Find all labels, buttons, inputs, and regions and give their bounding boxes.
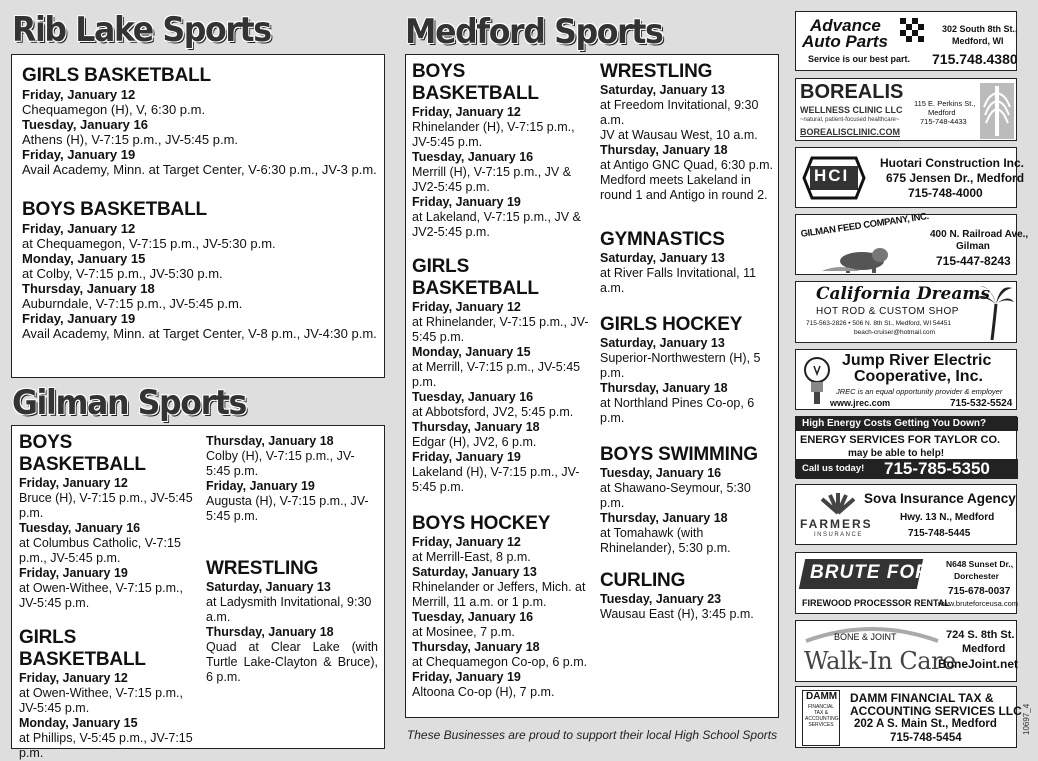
gilman-feed-address-1: 400 N. Railroad Ave., — [930, 229, 1029, 240]
energy-line-3: may be able to help! — [848, 448, 945, 459]
event-text: JV at Wausau West, 10 a.m. — [600, 128, 758, 142]
cow-icon — [820, 243, 900, 273]
event-date: Saturday, January 13 — [600, 251, 725, 265]
event-text: Avail Academy, Minn. at Target Center, V-6:30 p.m., JV-3 p.m. — [22, 162, 377, 177]
event-text: Bruce (H), V-7:15 p.m., JV-5:45 p.m. — [19, 491, 193, 520]
hci-address: 675 Jensen Dr., Medford — [886, 171, 1025, 185]
event-text: at Merrill-East, 8 p.m. — [412, 550, 531, 564]
event-text: at Colby, V-7:15 p.m., JV-5:30 p.m. — [22, 266, 223, 281]
borealis-name: BOREALIS — [800, 81, 904, 103]
energy-phone: 715-785-5350 — [884, 459, 990, 478]
event-date: Thursday, January 18 — [412, 420, 540, 434]
footer-note: These Businesses are proud to support their local High School Sports — [406, 728, 778, 742]
gilman-box — [11, 425, 385, 760]
event-text: at Mosinee, 7 p.m. — [412, 625, 515, 639]
event-date: Thursday, January 18 — [412, 640, 540, 654]
ad-brute-force[interactable] — [795, 552, 1017, 614]
damm-name-1: DAMM FINANCIAL TAX & — [850, 691, 994, 705]
damm-phone: 715-748-5454 — [890, 732, 962, 744]
gilman-feed-phone: 715-447-8243 — [936, 254, 1011, 268]
brute-logo-text: BRUTE FORCE — [810, 562, 959, 583]
event-date: Friday, January 19 — [206, 479, 315, 493]
event-text: Lakeland (H), V-7:15 p.m., JV-5:45 p.m. — [412, 465, 580, 494]
ad-gilman-feed[interactable] — [795, 211, 1029, 275]
insurance-text: INSURANCE — [814, 532, 863, 538]
jump-river-tag: JREC is an equal opportunity provider & employer — [836, 387, 1003, 396]
ad-california-dreams[interactable] — [795, 281, 1017, 343]
event-text: at Northland Pines Co-op, 6 p.m. — [600, 396, 755, 425]
ad-sova-insurance[interactable] — [795, 484, 1017, 545]
event-date: Tuesday, January 16 — [412, 610, 534, 624]
event-date: Friday, January 19 — [22, 311, 136, 326]
medford-title: Medford Sports — [405, 12, 663, 52]
rib-lake-girls-basketball-heading: GIRLS BASKETBALL — [22, 65, 211, 86]
event-date: Monday, January 15 — [412, 345, 531, 359]
medford-boys-basketball-heading: BOYS BASKETBALL — [412, 61, 539, 104]
event-date: Friday, January 12 — [412, 535, 521, 549]
lightbulb-icon — [802, 354, 832, 406]
event-date: Tuesday, January 16 — [22, 117, 148, 132]
damm-name-2: ACCOUNTING SERVICES LLC — [850, 704, 1022, 718]
event-date: Friday, January 12 — [22, 221, 136, 236]
california-email: beach-cruiser@hotmail.com — [854, 329, 936, 336]
advance-phone: 715.748.4380 — [932, 51, 1018, 67]
advance-address-1: 302 South 8th St., — [942, 24, 1018, 34]
borealis-sub: WELLNESS CLINIC LLC — [800, 105, 903, 115]
ad-advance-auto-parts[interactable] — [795, 11, 1017, 71]
damm-logo: DAMM — [806, 691, 838, 702]
borealis-address-2: Medford — [928, 108, 956, 117]
brute-address-1: N648 Sunset Dr., — [946, 559, 1014, 569]
farmers-text: FARMERS — [800, 517, 873, 531]
advance-address-2: Medford, WI — [952, 36, 1004, 46]
event-text: Merrill (H), V-7:15 p.m., JV & JV2-5:45 p.m. — [412, 165, 572, 194]
event-date: Saturday, January 13 — [206, 580, 331, 594]
hci-phone: 715-748-4000 — [908, 186, 983, 200]
event-date: Monday, January 15 — [22, 251, 146, 266]
rib-lake-boys-basketball-heading: BOYS BASKETBALL — [22, 199, 207, 220]
energy-line-2: ENERGY SERVICES FOR TAYLOR CO. — [800, 434, 1001, 446]
rib-lake-box — [11, 54, 385, 378]
medford-girls-hockey-heading: GIRLS HOCKEY — [600, 314, 743, 335]
ad-walk-in-care[interactable] — [795, 620, 1017, 682]
jump-river-name-2: Cooperative, Inc. — [854, 368, 983, 385]
event-text: Augusta (H), V-7:15 p.m., JV-5:45 p.m. — [206, 494, 369, 523]
event-date: Friday, January 19 — [412, 195, 521, 209]
gilman-title: Gilman Sports — [12, 383, 246, 423]
hci-name: Huotari Construction Inc. — [880, 156, 1024, 170]
event-date: Tuesday, January 16 — [600, 466, 722, 480]
event-text: Colby (H), V-7:15 p.m., JV-5:45 p.m. — [206, 449, 355, 478]
ad-code: 10697_4 — [1022, 703, 1031, 735]
event-text: at Chequamegon, V-7:15 p.m., JV-5:30 p.m. — [22, 236, 276, 251]
event-date: Friday, January 19 — [19, 566, 128, 580]
damm-logo-sub: FINANCIAL TAX & ACCOUNTING SERVICES — [805, 704, 839, 728]
event-text: at Phillips, V-5:45 p.m., JV-7:15 p.m. — [19, 731, 193, 760]
gilman-boys-basketball-heading: BOYS BASKETBALL — [19, 432, 146, 475]
advance-name-2: Auto Parts — [802, 32, 888, 51]
medford-girls-basketball-heading: GIRLS BASKETBALL — [412, 256, 539, 299]
hci-logo-text: HCI — [814, 166, 850, 185]
gilman-wrestling-heading: WRESTLING — [206, 558, 319, 579]
event-date: Tuesday, January 16 — [19, 521, 141, 535]
brute-tag: FIREWOOD PROCESSOR RENTAL — [802, 598, 950, 608]
event-text: at Columbus Catholic, V-7:15 p.m., JV-5:45 p.m. — [19, 536, 181, 565]
california-info: 715-563-2826 • 506 N. 8th St., Medford, WI 54451 — [806, 320, 952, 327]
brute-phone: 715-678-0037 — [948, 586, 1011, 597]
brute-web: www.bruteforceusa.com — [938, 599, 1019, 608]
brute-address-2: Dorchester — [954, 571, 999, 581]
walkin-web: BoneJoint.net — [938, 657, 1018, 671]
event-text: at Ladysmith Invitational, 9:30 a.m. — [206, 595, 372, 624]
event-text: at Owen-Withee, V-7:15 p.m., JV-5:45 p.m. — [19, 686, 183, 715]
medford-boys-swimming-heading: BOYS SWIMMING — [600, 444, 758, 465]
event-text: at Rhinelander, V-7:15 p.m., JV-5:45 p.m. — [412, 315, 589, 344]
sova-phone: 715-748-5445 — [908, 528, 971, 539]
walkin-top: BONE & JOINT — [834, 632, 897, 642]
event-date: Monday, January 15 — [19, 716, 138, 730]
gilman-feed-address-2: Gilman — [956, 241, 990, 252]
jump-river-name-1: Jump River Electric — [842, 352, 992, 369]
jump-river-phone: 715-532-5524 — [950, 398, 1013, 409]
event-text: at Shawano-Seymour, 5:30 p.m. — [600, 481, 751, 510]
event-text: at Tomahawk (with Rhinelander), 5:30 p.m. — [600, 526, 731, 555]
gilman-feed-name: GILMAN FEED COMPANY, INC. — [800, 211, 930, 240]
event-date: Thursday, January 18 — [600, 143, 728, 157]
medford-curling-heading: CURLING — [600, 570, 686, 591]
ad-jump-river-electric[interactable] — [795, 349, 1017, 410]
event-date: Thursday, January 18 — [22, 281, 155, 296]
borealis-address-1: 115 E. Perkins St., — [914, 99, 976, 108]
checkered-flag-icon — [900, 18, 926, 46]
event-date: Thursday, January 18 — [600, 511, 728, 525]
event-date: Thursday, January 18 — [206, 434, 334, 448]
damm-address: 202 A S. Main St., Medford — [854, 718, 997, 730]
jump-river-web: www.jrec.com — [830, 398, 891, 408]
rib-lake-title: Rib Lake Sports — [12, 10, 271, 50]
event-text: at Abbotsford, JV2, 5:45 p.m. — [412, 405, 574, 419]
event-date: Friday, January 12 — [412, 105, 521, 119]
event-text: Rhinelander (H), V-7:15 p.m., JV-5:45 p.m. — [412, 120, 575, 149]
event-date: Friday, January 19 — [412, 670, 521, 684]
event-text: Athens (H), V-7:15 p.m., JV-5:45 p.m. — [22, 132, 239, 147]
ad-borealis[interactable] — [795, 78, 1017, 141]
event-date: Friday, January 12 — [412, 300, 521, 314]
medford-gymnastics-heading: GYMNASTICS — [600, 229, 725, 250]
ad-huotari-construction[interactable] — [795, 147, 1025, 208]
event-date: Thursday, January 18 — [600, 381, 728, 395]
event-date: Friday, January 12 — [19, 671, 128, 685]
walkin-address-2: Medford — [962, 643, 1006, 655]
event-date: Saturday, January 13 — [600, 83, 725, 97]
ad-damm-financial[interactable] — [795, 686, 1022, 748]
event-text: at Freedom Invitational, 9:30 a.m. — [600, 98, 759, 127]
medford-boys-hockey-heading: BOYS HOCKEY — [412, 513, 551, 534]
event-text: at Merrill, V-7:15 p.m., JV-5:45 p.m. — [412, 360, 581, 389]
california-name: California Dreams — [816, 284, 990, 304]
event-text: Auburndale, V-7:15 p.m., JV-5:45 p.m. — [22, 296, 243, 311]
event-text: Superior-Northwestern (H), 5 p.m. — [600, 351, 761, 380]
palm-tree-icon — [976, 284, 1014, 340]
event-text: at Chequamegon Co-op, 6 p.m. — [412, 655, 588, 669]
event-date: Friday, January 19 — [22, 147, 136, 162]
event-date: Saturday, January 13 — [412, 565, 537, 579]
event-text: Chequamegon (H), V, 6:30 p.m. — [22, 102, 206, 117]
farmers-logo-icon — [816, 493, 860, 515]
borealis-tag: ~natural, patient-focused healthcare~ — [800, 117, 900, 123]
event-date: Tuesday, January 23 — [600, 592, 722, 606]
event-text: Avail Academy, Minn. at Target Center, V-8 p.m., JV-4:30 p.m. — [22, 326, 377, 341]
advance-tagline: Service is our best part. — [808, 54, 911, 64]
event-date: Tuesday, January 16 — [412, 150, 534, 164]
event-date: Friday, January 12 — [19, 476, 128, 490]
california-sub: HOT ROD & CUSTOM SHOP — [816, 306, 959, 317]
event-date: Friday, January 12 — [22, 87, 136, 102]
spine-icon — [980, 83, 1014, 139]
event-date: Saturday, January 13 — [600, 336, 725, 350]
medford-box — [405, 54, 779, 718]
event-text: Rhinelander or Jeffers, Mich. at Merrill, 11 a.m. or 1 p.m. — [412, 580, 586, 609]
sova-address: Hwy. 13 N., Medford — [900, 512, 995, 523]
event-text: Wausau East (H), 3:45 p.m. — [600, 607, 754, 621]
event-text: at River Falls Invitational, 11 a.m. — [600, 266, 757, 295]
borealis-phone: 715-748-4433 — [920, 117, 967, 126]
borealis-web: BOREALISCLINIC.COM — [800, 127, 900, 137]
event-date: Tuesday, January 16 — [412, 390, 534, 404]
ad-energy-services[interactable] — [795, 416, 1017, 478]
walkin-name: Walk-In Care — [804, 647, 956, 675]
advance-name-1: Advance — [810, 16, 881, 35]
event-date: Thursday, January 18 — [206, 625, 334, 639]
energy-line-1: High Energy Costs Getting You Down? — [802, 418, 987, 429]
event-text: at Owen-Withee, V-7:15 p.m., JV-5:45 p.m. — [19, 581, 183, 610]
energy-call: Call us today! — [802, 463, 865, 474]
walkin-address-1: 724 S. 8th St. — [946, 629, 1015, 641]
event-text: at Lakeland, V-7:15 p.m., JV & JV2-5:45 p.m. — [412, 210, 581, 239]
event-text: Quad at Clear Lake (with Turtle Lake-Clayton & Bruce), 6 p.m. — [206, 640, 378, 684]
event-text: at Antigo GNC Quad, 6:30 p.m. Medford meets Lakeland in round 1 and Antigo in round 2. — [600, 158, 774, 202]
medford-wrestling-heading: WRESTLING — [600, 61, 713, 82]
gilman-girls-basketball-heading: GIRLS BASKETBALL — [19, 627, 146, 670]
event-date: Friday, January 19 — [412, 450, 521, 464]
sova-name: Sova Insurance Agency — [864, 491, 1016, 506]
event-text: Edgar (H), JV2, 6 p.m. — [412, 435, 537, 449]
event-text: Altoona Co-op (H), 7 p.m. — [412, 685, 555, 699]
